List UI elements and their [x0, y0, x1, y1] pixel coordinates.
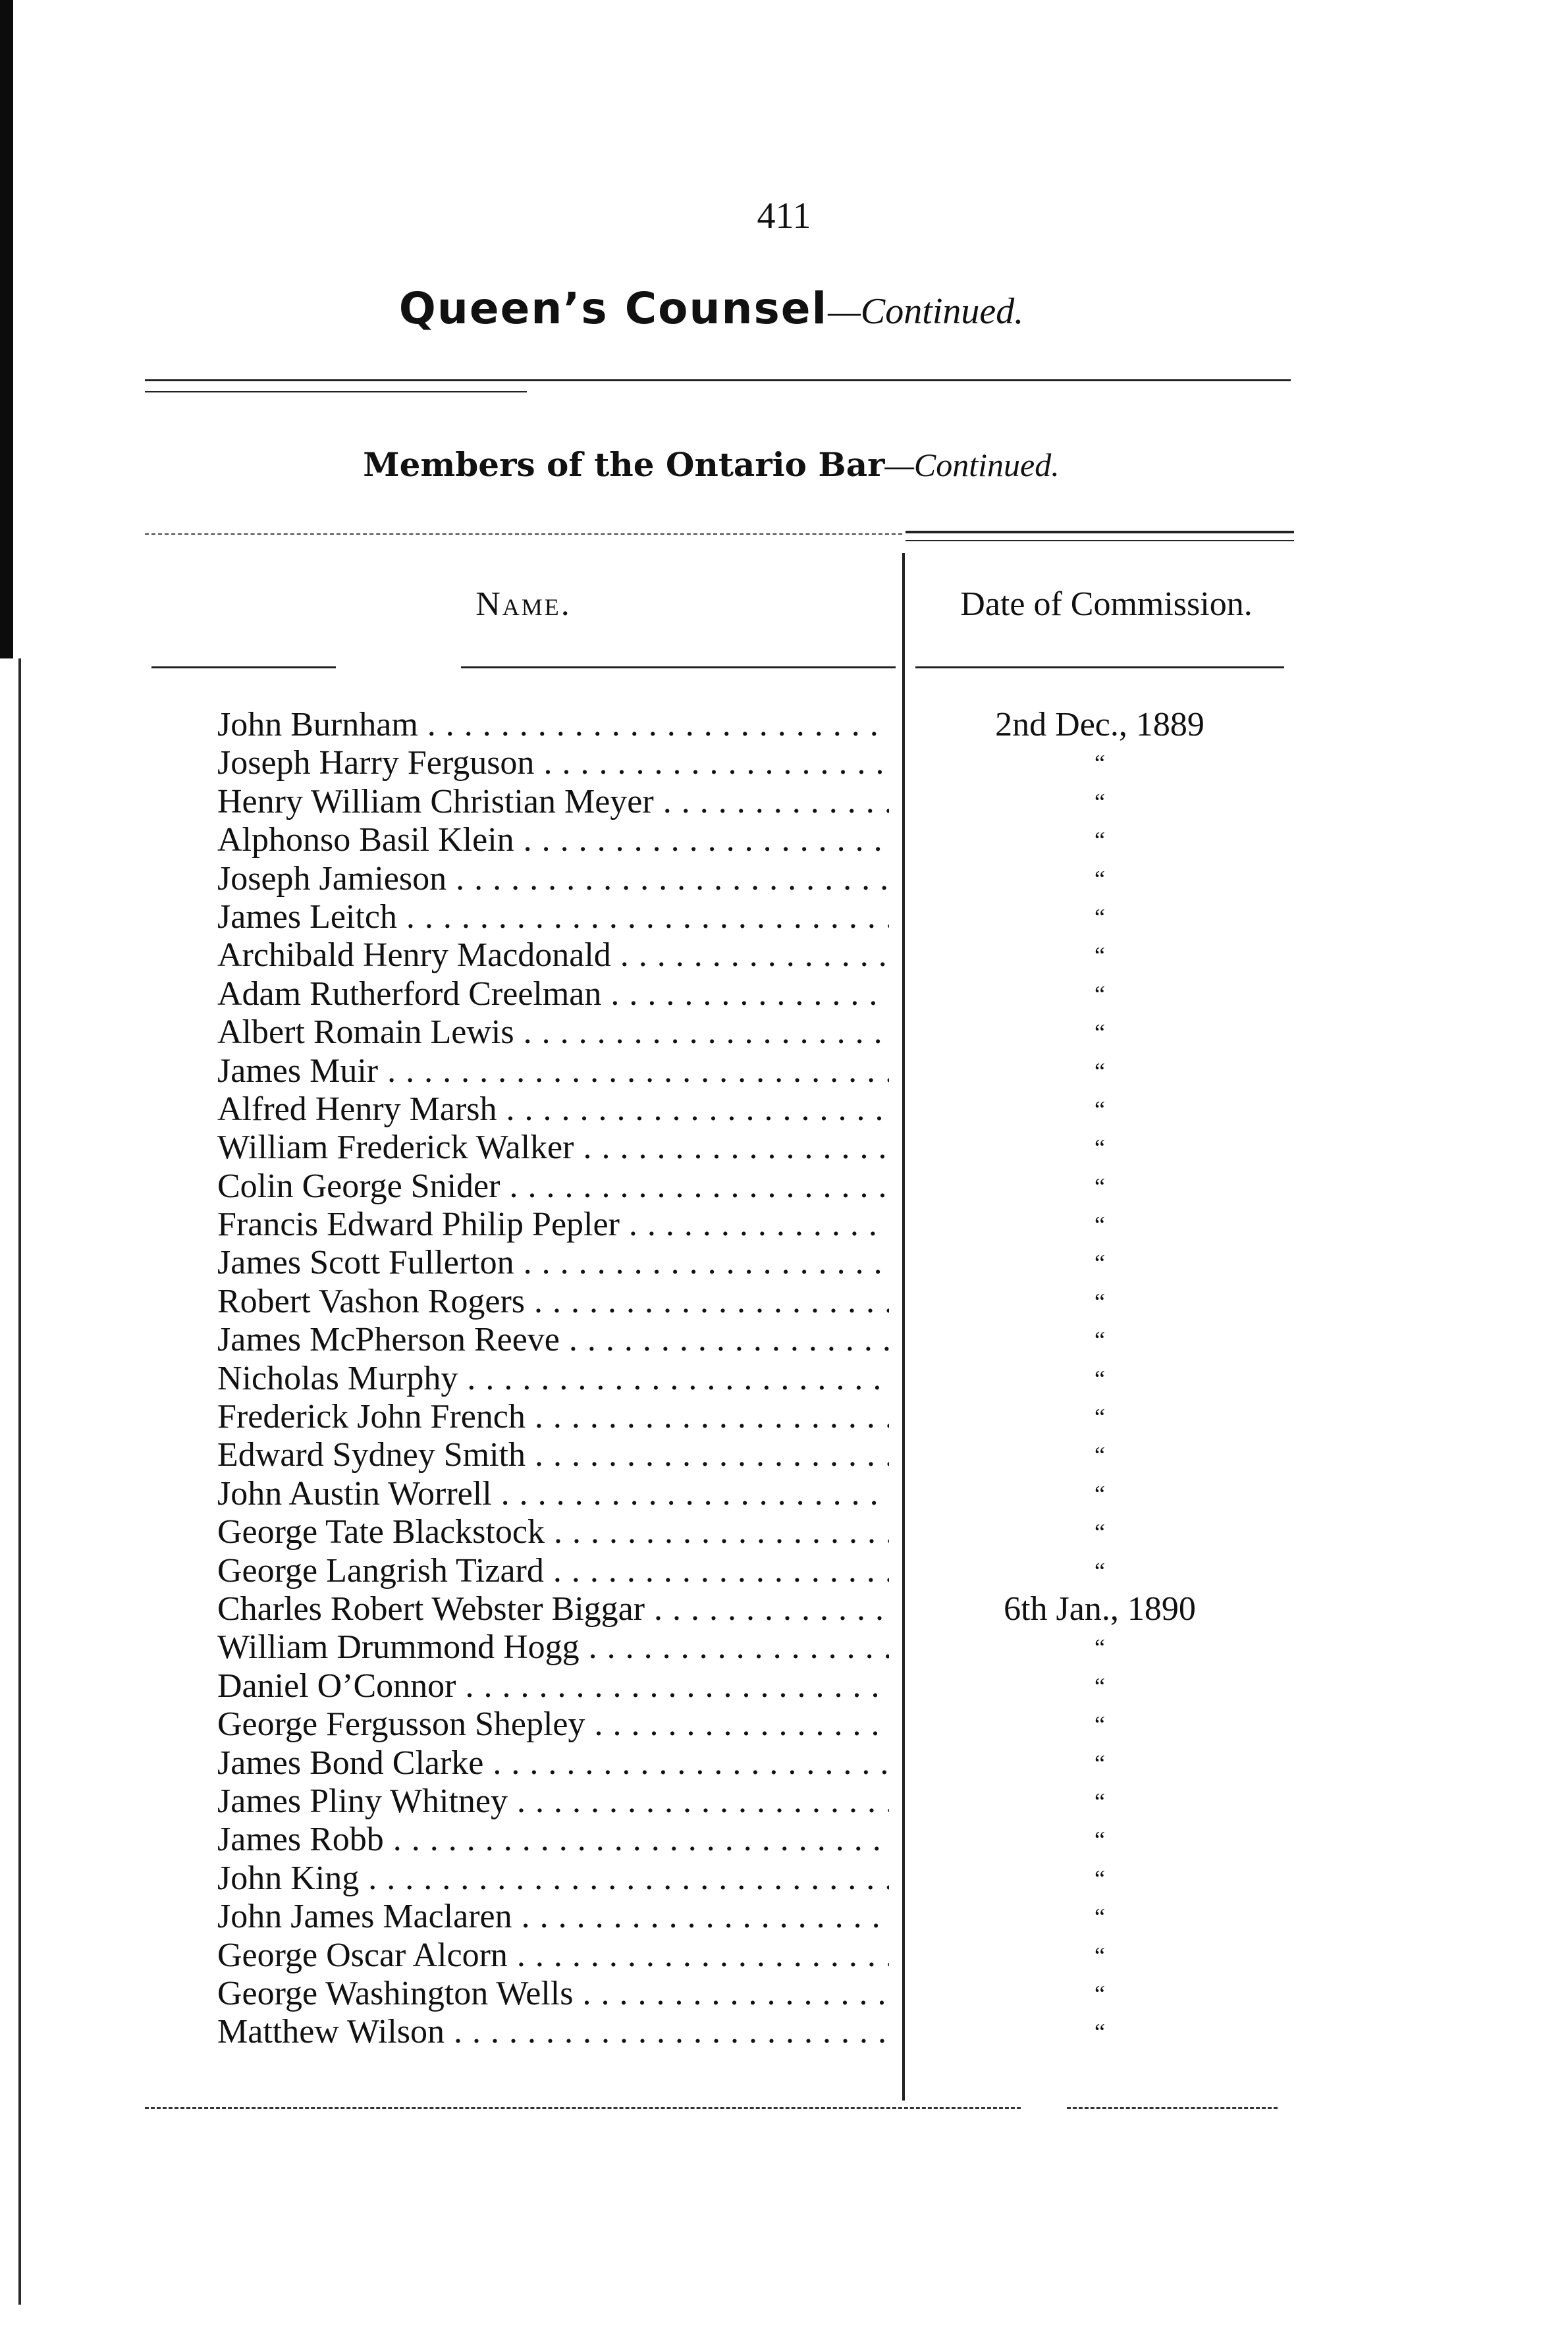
member-name: Henry William Christian Meyer . . .: [217, 783, 889, 821]
member-name: John King . . .: [217, 1860, 889, 1898]
ditto-mark: “: [1095, 1019, 1105, 1046]
member-name: John Austin Worrell . . .: [217, 1475, 889, 1513]
commission-date: 6th Jan., 1890: [1004, 1590, 1196, 1628]
member-name: Francis Edward Philip Pepler . . .: [217, 1206, 889, 1244]
list-item: [217, 898, 1139, 936]
table-top-rule-right-2: [906, 540, 1294, 541]
list-item: [217, 1013, 1139, 1052]
page-heading: [0, 283, 1422, 335]
member-name: William Drummond Hogg . . .: [217, 1628, 889, 1667]
ditto-mark: “: [1095, 1442, 1105, 1469]
list-item: [217, 1398, 1139, 1436]
subheading-title: Members of the Ontario Bar: [363, 445, 885, 484]
list-item: [217, 936, 1139, 975]
list-item: [217, 1975, 1139, 2013]
ditto-mark: “: [1095, 942, 1105, 969]
ditto-mark: “: [1095, 1904, 1105, 1931]
ditto-mark: “: [1095, 980, 1105, 1007]
list-item: [217, 1782, 1139, 1821]
ditto-mark: “: [1095, 788, 1105, 815]
ditto-mark: “: [1095, 1288, 1105, 1315]
ditto-mark: “: [1095, 1250, 1105, 1277]
table-top-rule-right: [906, 531, 1294, 533]
list-item: [217, 1129, 1139, 1167]
ditto-mark: “: [1095, 1519, 1105, 1546]
list-item: [217, 1705, 1139, 1744]
date-column-header: Date of Commission.: [960, 585, 1253, 623]
member-name: James Robb . . .: [217, 1821, 889, 1859]
ditto-mark: “: [1095, 1058, 1105, 1085]
ditto-mark: “: [1095, 1673, 1105, 1700]
member-name: William Frederick Walker . . .: [217, 1129, 889, 1167]
header-underline-right: [915, 666, 1284, 668]
ditto-mark: “: [1095, 1212, 1105, 1239]
list-item: [217, 2013, 1139, 2051]
list-item: [217, 1513, 1139, 1551]
commission-date: 2nd Dec., 1889: [995, 706, 1204, 743]
list-item: [217, 1436, 1139, 1474]
ditto-mark: “: [1095, 1711, 1105, 1738]
list-item: [217, 1860, 1139, 1898]
list-item: [217, 1052, 1139, 1090]
ditto-mark: “: [1095, 1480, 1105, 1507]
ditto-mark: “: [1095, 1557, 1105, 1584]
member-name: James Bond Clarke . . .: [217, 1744, 889, 1782]
ditto-mark: “: [1095, 1788, 1105, 1815]
member-name: George Langrish Tizard . . .: [217, 1552, 889, 1590]
member-name: Matthew Wilson . . .: [217, 2013, 889, 2051]
member-name: Adam Rutherford Creelman . . .: [217, 975, 889, 1013]
list-item: [217, 1821, 1139, 1859]
member-name: George Tate Blackstock . . .: [217, 1513, 889, 1551]
ditto-mark: “: [1095, 1404, 1105, 1431]
list-item: [217, 1283, 1139, 1321]
list-item: [217, 975, 1139, 1013]
page-number: 411: [757, 196, 811, 236]
member-name: Frederick John French . . .: [217, 1398, 889, 1436]
member-name: George Oscar Alcorn . . .: [217, 1937, 889, 1975]
member-name: Edward Sydney Smith . . .: [217, 1436, 889, 1474]
member-name: James Pliny Whitney . . .: [217, 1782, 889, 1821]
member-name: John Burnham . . .: [217, 706, 889, 744]
list-item: [217, 1360, 1139, 1398]
member-name: Nicholas Murphy . . .: [217, 1360, 889, 1398]
member-name: James Muir . . .: [217, 1052, 889, 1090]
list-item: [217, 1321, 1139, 1359]
list-item: [217, 706, 1204, 744]
ditto-mark: “: [1095, 750, 1105, 777]
list-item: [217, 1667, 1139, 1705]
list-item: [217, 821, 1139, 859]
member-name: George Washington Wells . . .: [217, 1975, 889, 2013]
member-name: Colin George Snider . . .: [217, 1167, 889, 1206]
heading-rule-thick: [145, 379, 1291, 381]
list-item: [217, 1744, 1139, 1782]
ditto-mark: “: [1095, 1980, 1105, 2007]
ditto-mark: “: [1095, 1327, 1105, 1354]
list-item: [217, 1898, 1139, 1936]
member-name: Charles Robert Webster Biggar . . .: [217, 1590, 889, 1628]
ditto-mark: “: [1095, 827, 1105, 854]
ditto-mark: “: [1095, 865, 1105, 892]
header-underline-left: [151, 666, 336, 668]
ditto-mark: “: [1095, 1827, 1105, 1854]
member-name: Albert Romain Lewis . . .: [217, 1013, 889, 1052]
ditto-mark: “: [1095, 1634, 1105, 1661]
list-item: [217, 1244, 1139, 1282]
list-item: [217, 860, 1139, 898]
subheading-continued: —Continued.: [884, 446, 1060, 483]
member-name: James Scott Fullerton . . .: [217, 1244, 889, 1282]
ditto-mark: “: [1095, 1135, 1105, 1162]
list-item: [217, 1206, 1139, 1244]
heading-rule-thin: [145, 391, 527, 392]
heading-continued: —Continued.: [828, 291, 1024, 332]
list-item: [217, 1937, 1139, 1975]
ditto-mark: “: [1095, 1096, 1105, 1123]
commission-list: [217, 706, 1204, 2052]
list-item: [217, 1628, 1139, 1667]
header-underline-mid: [461, 666, 896, 668]
list-item: [217, 1090, 1139, 1129]
name-column-header: Name.: [475, 585, 572, 623]
member-name: John James Maclaren . . .: [217, 1898, 889, 1936]
member-name: James McPherson Reeve . . .: [217, 1321, 889, 1359]
list-item: [217, 744, 1139, 782]
member-name: Joseph Harry Ferguson . . .: [217, 744, 889, 782]
ditto-mark: “: [1095, 2019, 1105, 2046]
ditto-mark: “: [1095, 1942, 1105, 1969]
list-item: [217, 783, 1139, 821]
member-name: George Fergusson Shepley . . .: [217, 1705, 889, 1744]
list-item: [217, 1475, 1139, 1513]
member-name: Archibald Henry Macdonald . . .: [217, 936, 889, 975]
member-name: Alphonso Basil Klein . . .: [217, 821, 889, 859]
ditto-mark: “: [1095, 903, 1105, 930]
member-name: Robert Vashon Rogers . . .: [217, 1283, 889, 1321]
ditto-mark: “: [1095, 1865, 1105, 1892]
member-name: Joseph Jamieson . . .: [217, 860, 889, 898]
table-bottom-rule-right: [1067, 2107, 1278, 2109]
section-subheading: [0, 445, 1422, 484]
ditto-mark: “: [1095, 1750, 1105, 1777]
table-bottom-rule-left: [145, 2107, 1021, 2109]
member-name: Daniel O’Connor . . .: [217, 1667, 889, 1705]
table-top-rule-left: [145, 533, 902, 535]
list-item: [217, 1552, 1139, 1590]
heading-title: Queen’s Counsel: [398, 283, 828, 334]
ditto-mark: “: [1095, 1173, 1105, 1200]
member-name: James Leitch . . .: [217, 898, 889, 936]
ditto-mark: “: [1095, 1365, 1105, 1392]
member-name: Alfred Henry Marsh . . .: [217, 1090, 889, 1129]
list-item: [217, 1590, 1196, 1628]
list-item: [217, 1167, 1139, 1206]
page-binding-line: [18, 658, 21, 2305]
